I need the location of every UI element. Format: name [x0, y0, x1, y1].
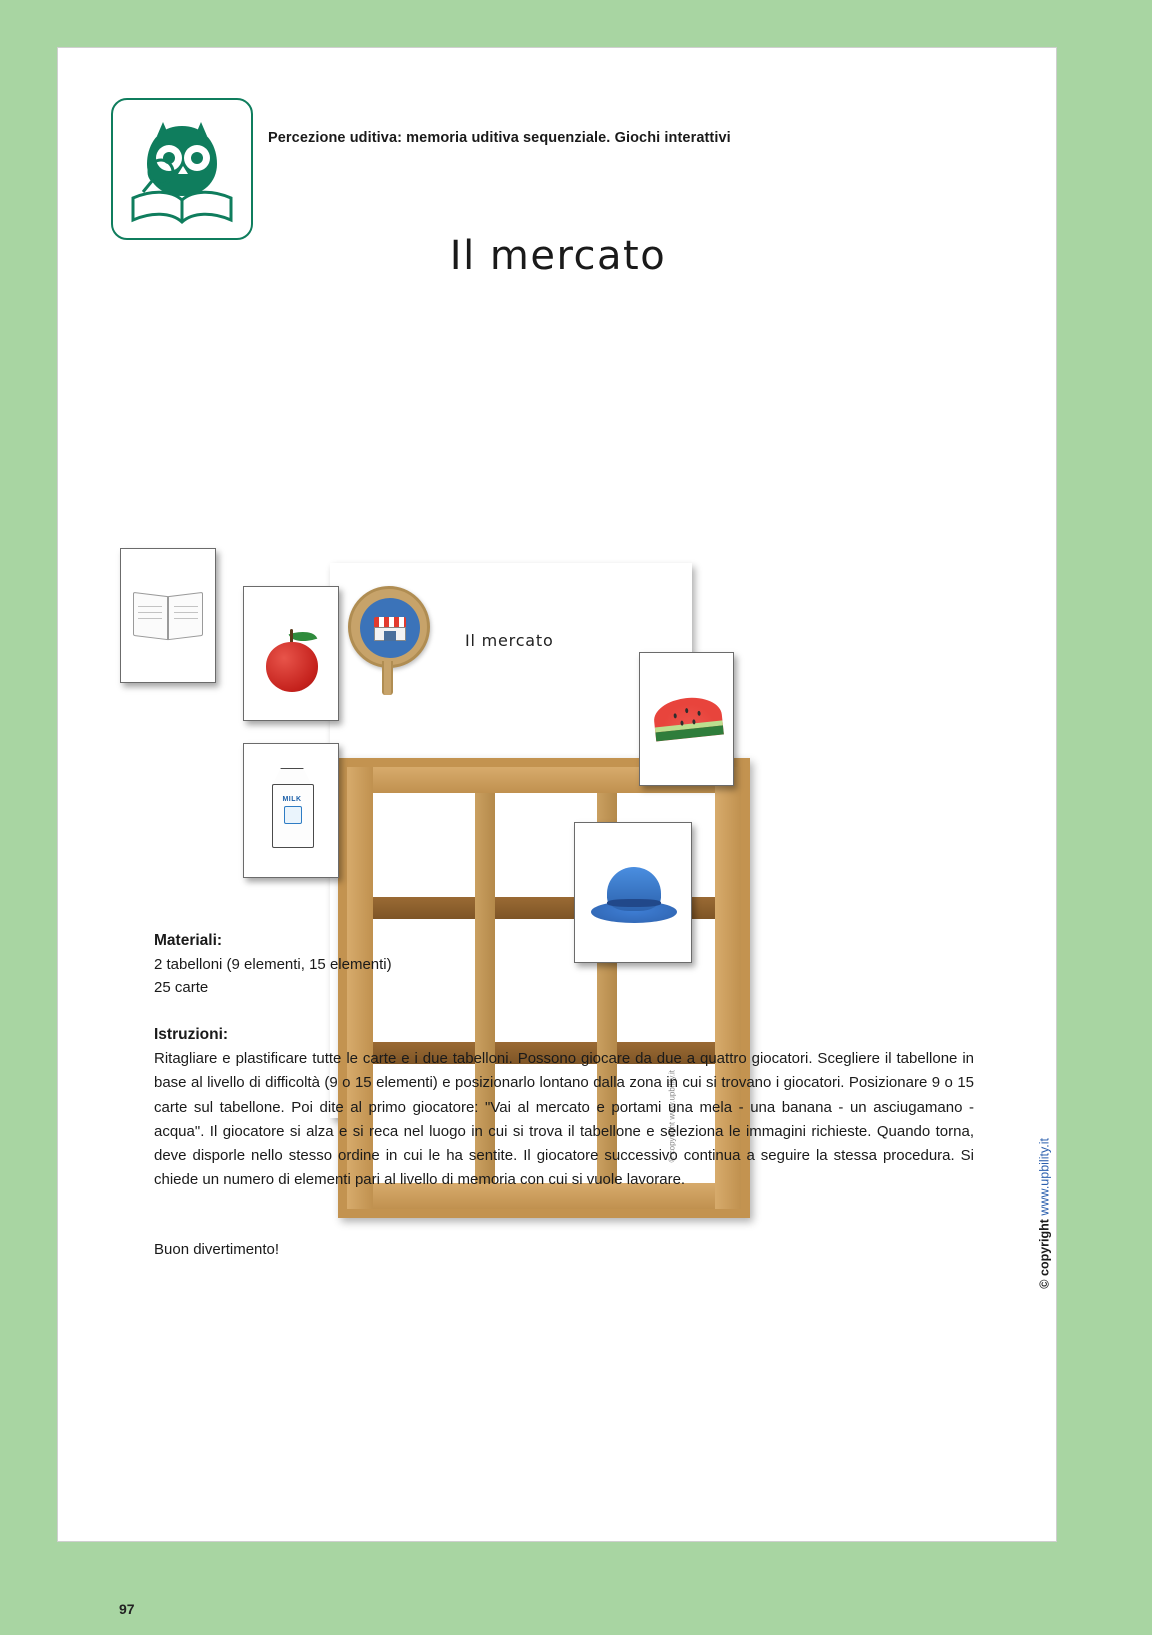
badge-stem	[382, 661, 393, 695]
page-sheet	[57, 47, 1057, 1617]
owl-book-logo	[111, 98, 253, 240]
market-badge	[348, 586, 430, 668]
side-copyright-link[interactable]: www.upbility.it	[1038, 1138, 1052, 1216]
closing-text: Buon divertimento!	[154, 1241, 280, 1258]
instructions-body: Ritagliare e plastificare tutte le carte e i due tabelloni. Possono giocare da due a quattro giocatori. Scegliere il tabellone in base al livello di difficoltà (9 o 15 elementi) e posizionarlo lontano dalla zona in cui si trovano i giocatori. Posizionare 9 o 15 carte sul tabellone. Poi dite al primo giocatore: "Vai al mercato e portami una mela - una banana - un asciugamano - acqua". Il giocatore si alza e si reca nel luogo in cui si trova il tabellone e seleziona le immagini richieste. Quando torna, deve disporle nello stesso ordine in cui le ha sentite. Il giocatore successivo continua a seguire la stessa procedura. Si chiede un numero di elementi pari al livello di memoria con cui si vuole lavorare.	[154, 1050, 974, 1189]
milk-label: MILK	[282, 796, 302, 803]
open-book-icon	[133, 594, 205, 640]
materials-line-2: 25 carte	[154, 979, 209, 997]
side-copyright	[1038, 1138, 1052, 1289]
card-apple[interactable]	[243, 586, 339, 721]
owl-icon	[121, 106, 243, 232]
market-shop-icon	[360, 598, 420, 658]
materials-heading: Materiali:	[154, 932, 223, 949]
board-watermark: © copyright www.upbility.it	[667, 1070, 676, 1163]
card-watermelon[interactable]	[639, 652, 734, 786]
instructions-section	[154, 1026, 974, 1193]
instructions-heading: Istruzioni:	[154, 1026, 229, 1043]
page-title: Il mercato	[449, 233, 667, 279]
page-number: 97	[119, 1601, 135, 1617]
card-book[interactable]	[120, 548, 216, 683]
side-copyright-prefix: © copyright	[1038, 1215, 1052, 1289]
breadcrumb: Percezione uditiva: memoria uditiva sequenziale. Giochi interattivi	[268, 130, 731, 146]
materials-line-1: 2 tabelloni (9 elementi, 15 elementi)	[154, 956, 392, 973]
materials-section	[154, 932, 974, 1000]
board-title: Il mercato	[465, 631, 554, 650]
watermelon-slice-icon	[652, 695, 724, 742]
card-milk[interactable]	[243, 743, 339, 878]
closing-section	[154, 1238, 974, 1261]
